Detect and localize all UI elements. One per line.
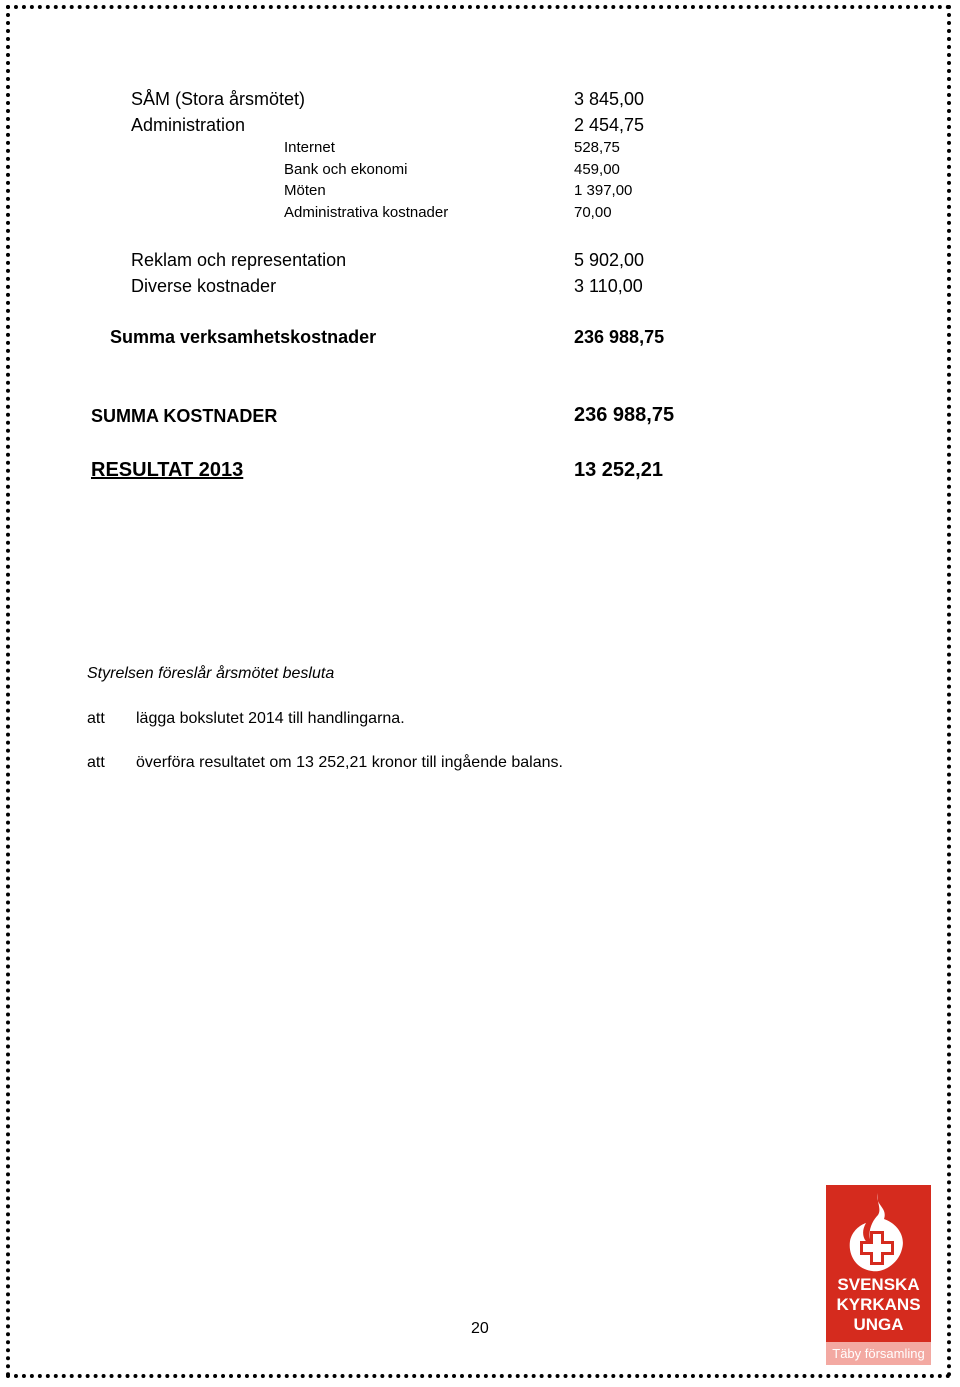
logo-subtitle: Täby församling — [826, 1342, 931, 1365]
subrow-label-moten: Möten — [284, 182, 326, 199]
summa-verksamhet-label: Summa verksamhetskostnader — [110, 327, 377, 347]
row-value-diverse: 3 110,00 — [574, 276, 643, 296]
resultat-label: RESULTAT 2013 — [91, 459, 244, 481]
row-label-sam: SÅM (Stora årsmötet) — [131, 89, 306, 109]
summa-verksamhet-value: 236 988,75 — [574, 327, 665, 347]
row-value-sam: 3 845,00 — [574, 89, 645, 109]
cross-flame-icon — [826, 1185, 931, 1280]
proposal-text-2: överföra resultatet om 13 252,21 kronor till ingående balans. — [136, 754, 563, 771]
subrow-value-moten: 1 397,00 — [574, 182, 633, 199]
row-value-reklam: 5 902,00 — [574, 250, 645, 270]
logo-line-2: KYRKANS — [836, 1295, 921, 1314]
summa-kostnader-label: SUMMA KOSTNADER — [91, 406, 278, 426]
subrow-label-bank: Bank och ekonomi — [284, 161, 408, 178]
subrow-value-internet: 528,75 — [574, 139, 620, 156]
subrow-value-admin-kostnader: 70,00 — [574, 204, 612, 221]
proposal-att-2: att — [87, 754, 105, 771]
proposal-att-1: att — [87, 710, 105, 727]
row-label-diverse: Diverse kostnader — [131, 276, 277, 296]
row-label-administration: Administration — [131, 115, 246, 135]
summa-kostnader-value: 236 988,75 — [574, 404, 675, 426]
logo-line-3: UNGA — [853, 1315, 904, 1334]
proposal-text-1: lägga bokslutet 2014 till handlingarna. — [136, 710, 405, 727]
subrow-label-internet: Internet — [284, 139, 335, 156]
page-number: 20 — [471, 1320, 489, 1337]
subrow-label-admin-kostnader: Administrativa kostnader — [284, 204, 449, 221]
subrow-value-bank: 459,00 — [574, 161, 620, 178]
row-label-reklam: Reklam och representation — [131, 250, 347, 270]
resultat-value: 13 252,21 — [574, 459, 663, 481]
row-value-administration: 2 454,75 — [574, 115, 645, 135]
svenska-kyrkans-unga-logo — [826, 1185, 931, 1365]
logo-line-1: SVENSKA — [837, 1275, 920, 1294]
proposal-heading: Styrelsen föreslår årsmötet besluta — [87, 665, 335, 682]
page-border — [6, 5, 951, 1378]
